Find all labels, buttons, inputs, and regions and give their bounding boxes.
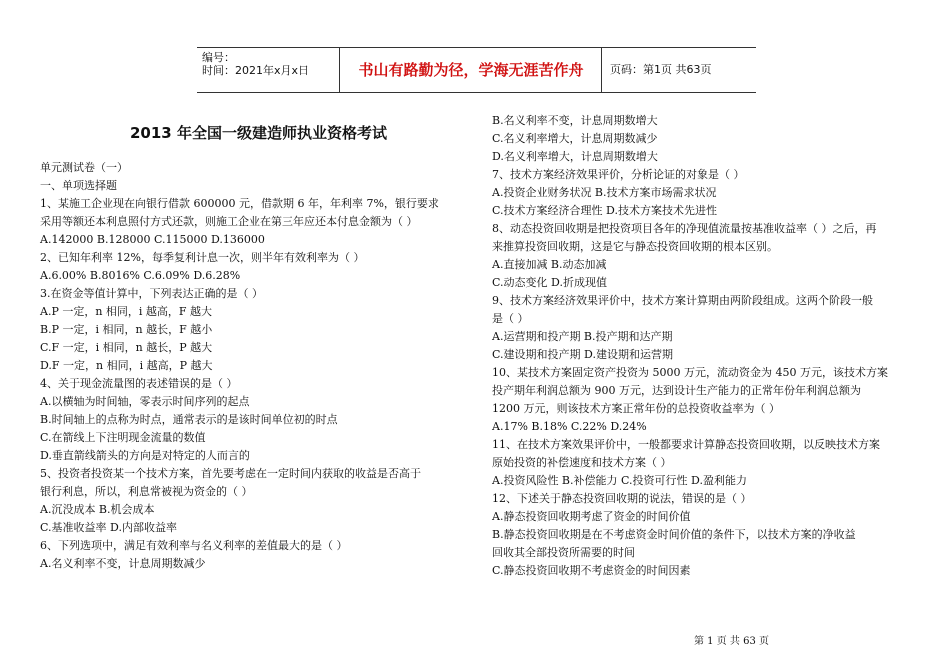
- text-line: C.动态变化 D.折成现值: [492, 276, 607, 289]
- text-line: 来推算投资回收期，这是它与静态投资回收期的根本区别。: [492, 240, 778, 253]
- text-line: A.静态投资回收期考虑了资金的时间价值: [492, 510, 691, 523]
- text-line: 11、在技术方案效果评价中，一般都要求计算静态投资回收期，以反映技术方案: [492, 438, 880, 451]
- text-line: 10、某技术方案固定资产投资为 5000 万元，流动资金为 450 万元，该技术方案: [492, 366, 888, 379]
- text-line: C.F 一定，i 相同，n 越长，P 越大: [40, 341, 213, 354]
- text-line: 6、下列选项中，满足有效利率与名义利率的差值最大的是（ ）: [40, 539, 348, 552]
- page-code: 页码：第1页 共63页: [601, 48, 756, 92]
- text-line: A.投资企业财务状况 B.技术方案市场需求状况: [492, 186, 717, 199]
- text-line: A.17% B.18% C.22% D.24%: [492, 420, 647, 433]
- text-line: 采用等额还本利息照付方式还款，则施工企业在第三年应还本付息金额为（ ）: [40, 215, 418, 228]
- text-line: A.直接加减 B.动态加减: [492, 258, 607, 271]
- number-label: 编号：: [202, 51, 235, 64]
- header-info: [197, 48, 339, 92]
- text-line: D.名义利率增大，计息周期数增大: [492, 150, 658, 163]
- text-line: B.P 一定，i 相同，n 越长，F 越小: [40, 323, 213, 336]
- text-line: C.静态投资回收期不考虑资金的时间因素: [492, 564, 691, 577]
- text-line: 原始投资的补偿速度和技术方案（ ）: [492, 456, 672, 469]
- text-line: 3.在资金等值计算中，下列表达正确的是（ ）: [40, 287, 263, 300]
- text-line: 2、已知年利率 12%，每季复利计息一次，则半年有效利率为（ ）: [40, 251, 365, 264]
- text-line: B.静态投资回收期是在不考虑资金时间价值的条件下，以技术方案的净收益: [492, 528, 856, 541]
- text-line: C.建设期和投产期 D.建设期和运营期: [492, 348, 673, 361]
- text-line: C.基准收益率 D.内部收益率: [40, 521, 177, 534]
- text-line: D.垂直箭线箭头的方向是对特定的人而言的: [40, 449, 250, 462]
- text-line: 单元测试卷（一）: [40, 161, 128, 174]
- text-line: A.P 一定，n 相同，i 越高，F 越大: [40, 305, 213, 318]
- text-line: 5、投资者投资某一个技术方案，首先要考虑在一定时间内获取的收益是否高于: [40, 467, 421, 480]
- text-line: 一、单项选择题: [40, 179, 117, 192]
- document-title: 2013 年全国一级建造师执业资格考试: [130, 124, 387, 142]
- text-line: 8、动态投资回收期是把投资项目各年的净现值流量按基准收益率（ ）之后，再: [492, 222, 877, 235]
- text-line: C.名义利率增大，计息周期数减少: [492, 132, 658, 145]
- text-line: 1200 万元，则该技术方案正常年份的总投资收益率为（ ）: [492, 402, 780, 415]
- text-line: 是（ ）: [492, 312, 529, 325]
- text-line: A.运营期和投产期 B.投产期和达产期: [492, 330, 673, 343]
- text-line: A.142000 B.128000 C.115000 D.136000: [40, 233, 265, 246]
- text-line: D.F 一定，n 相同，i 越高，P 越大: [40, 359, 213, 372]
- text-line: 银行利息，所以，利息常被视为资金的（ ）: [40, 485, 253, 498]
- text-line: 4、关于现金流量图的表述错误的是（ ）: [40, 377, 238, 390]
- text-line: A.以横轴为时间轴，零表示时间序列的起点: [40, 395, 250, 408]
- page-footer: 第 1 页 共 63 页: [694, 636, 769, 647]
- text-line: C.技术方案经济合理性 D.技术方案技术先进性: [492, 204, 717, 217]
- text-line: 7、技术方案经济效果评价，分析论证的对象是（ ）: [492, 168, 745, 181]
- text-line: 9、技术方案经济效果评价中，技术方案计算期由两阶段组成。这两个阶段一般: [492, 294, 873, 307]
- text-line: A.投资风险性 B.补偿能力 C.投资可行性 D.盈利能力: [492, 474, 747, 487]
- text-line: 1、某施工企业现在向银行借款 600000 元，借款期 6 年，年利率 7%，银行要求: [40, 197, 439, 210]
- text-line: A.沉没成本 B.机会成本: [40, 503, 155, 516]
- right-column: [492, 112, 912, 580]
- text-line: C.在箭线上下注明现金流量的数值: [40, 431, 206, 444]
- text-line: 投产期年利润总额为 900 万元，达到设计生产能力的正常年份年利润总额为: [492, 384, 861, 397]
- text-line: 12、下述关于静态投资回收期的说法，错误的是（ ）: [492, 492, 752, 505]
- text-line: A.6.00% B.8016% C.6.09% D.6.28%: [40, 269, 241, 282]
- text-line: 回收其全部投资所需要的时间: [492, 546, 635, 559]
- page-header: [197, 47, 756, 93]
- text-line: B.名义利率不变，计息周期数增大: [492, 114, 658, 127]
- text-line: B.时间轴上的点称为时点，通常表示的是该时间单位初的时点: [40, 413, 338, 426]
- text-line: A.名义利率不变，计息周期数减少: [40, 557, 206, 570]
- motto: 书山有路勤为径，学海无涯苦作舟: [358, 61, 584, 79]
- time-label: 时间：2021年x月x日: [202, 64, 310, 77]
- left-column: [40, 159, 460, 573]
